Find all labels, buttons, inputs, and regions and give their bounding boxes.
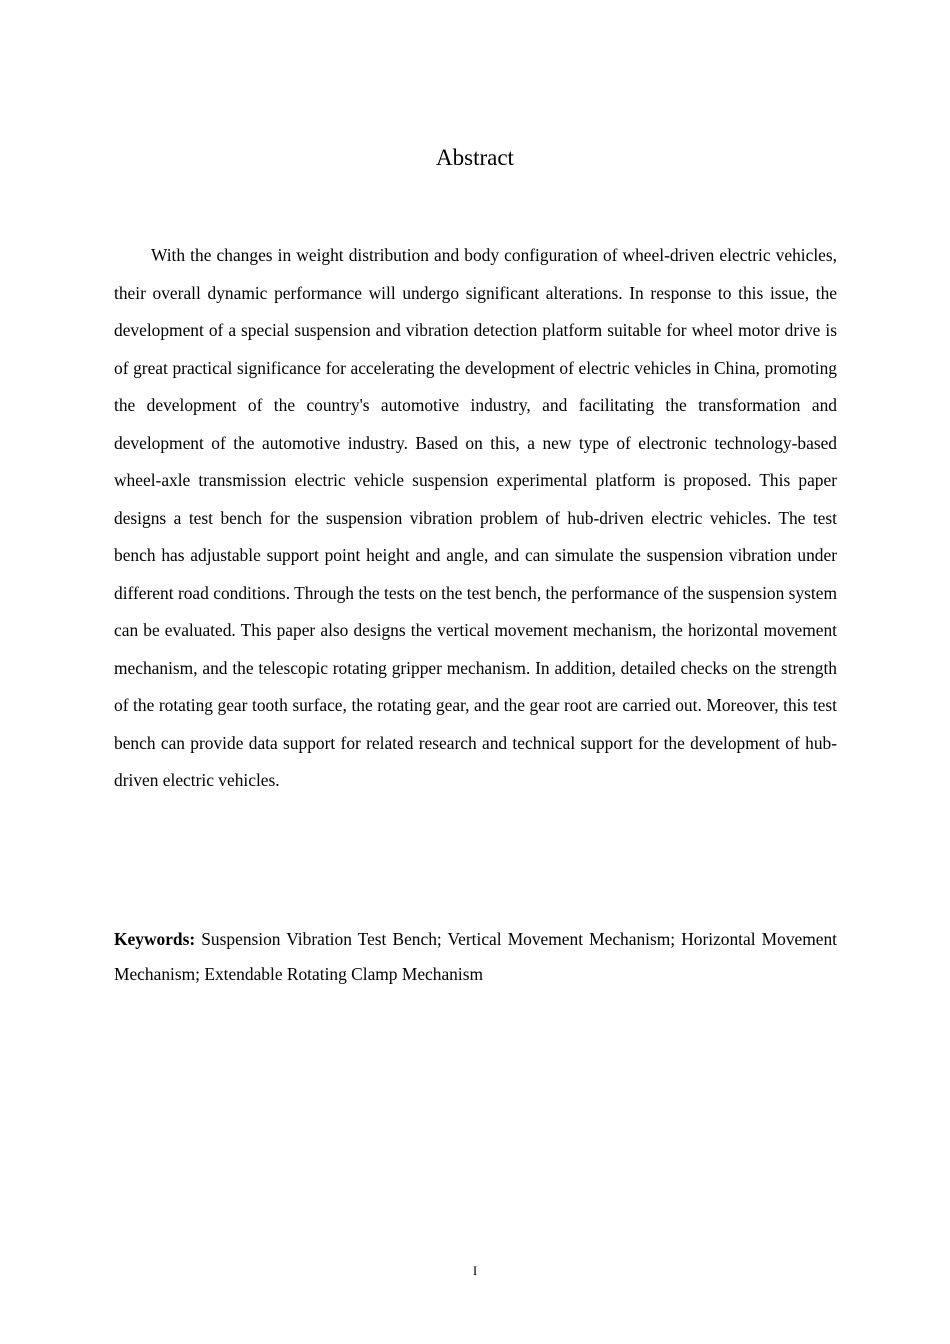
abstract-title: Abstract	[436, 145, 514, 170]
keywords-section	[114, 922, 837, 992]
keywords-list: Suspension Vibration Test Bench; Vertical Movement Mechanism; Horizontal Movement Mechanism; Extendable Rotating Clamp Mechanism	[114, 929, 838, 984]
keywords-label: Keywords:	[114, 929, 196, 949]
page-number: I	[472, 1263, 478, 1278]
abstract-paragraph: With the changes in weight distribution and body configuration of wheel-driven electric vehicles, their overall dynamic performance will undergo significant alterations. In response to this issue, the development of a special suspension and vibration detection platform suitable for wheel motor drive is of great practical significance for accelerating the development of electric vehicles in China, promoting the development of the country's automotive industry, and facilitating the transformation and development of the automotive industry. Based on this, a new type of electronic technology-based wheel-axle transmission electric vehicle suspension experimental platform is proposed. This paper designs a test bench for the suspension vibration problem of hub-driven electric vehicles. The test bench has adjustable support point height and angle, and can simulate the suspension vibration under different road conditions. Through the tests on the test bench, the performance of the suspension system can be evaluated. This paper also designs the vertical movement mechanism, the horizontal movement mechanism, and the telescopic rotating gripper mechanism. In addition, detailed checks on the strength of the rotating gear tooth surface, the rotating gear, and the gear root are carried out. Moreover, this test bench can provide data support for related research and technical support for the development of hub-driven electric vehicles.	[114, 245, 837, 790]
